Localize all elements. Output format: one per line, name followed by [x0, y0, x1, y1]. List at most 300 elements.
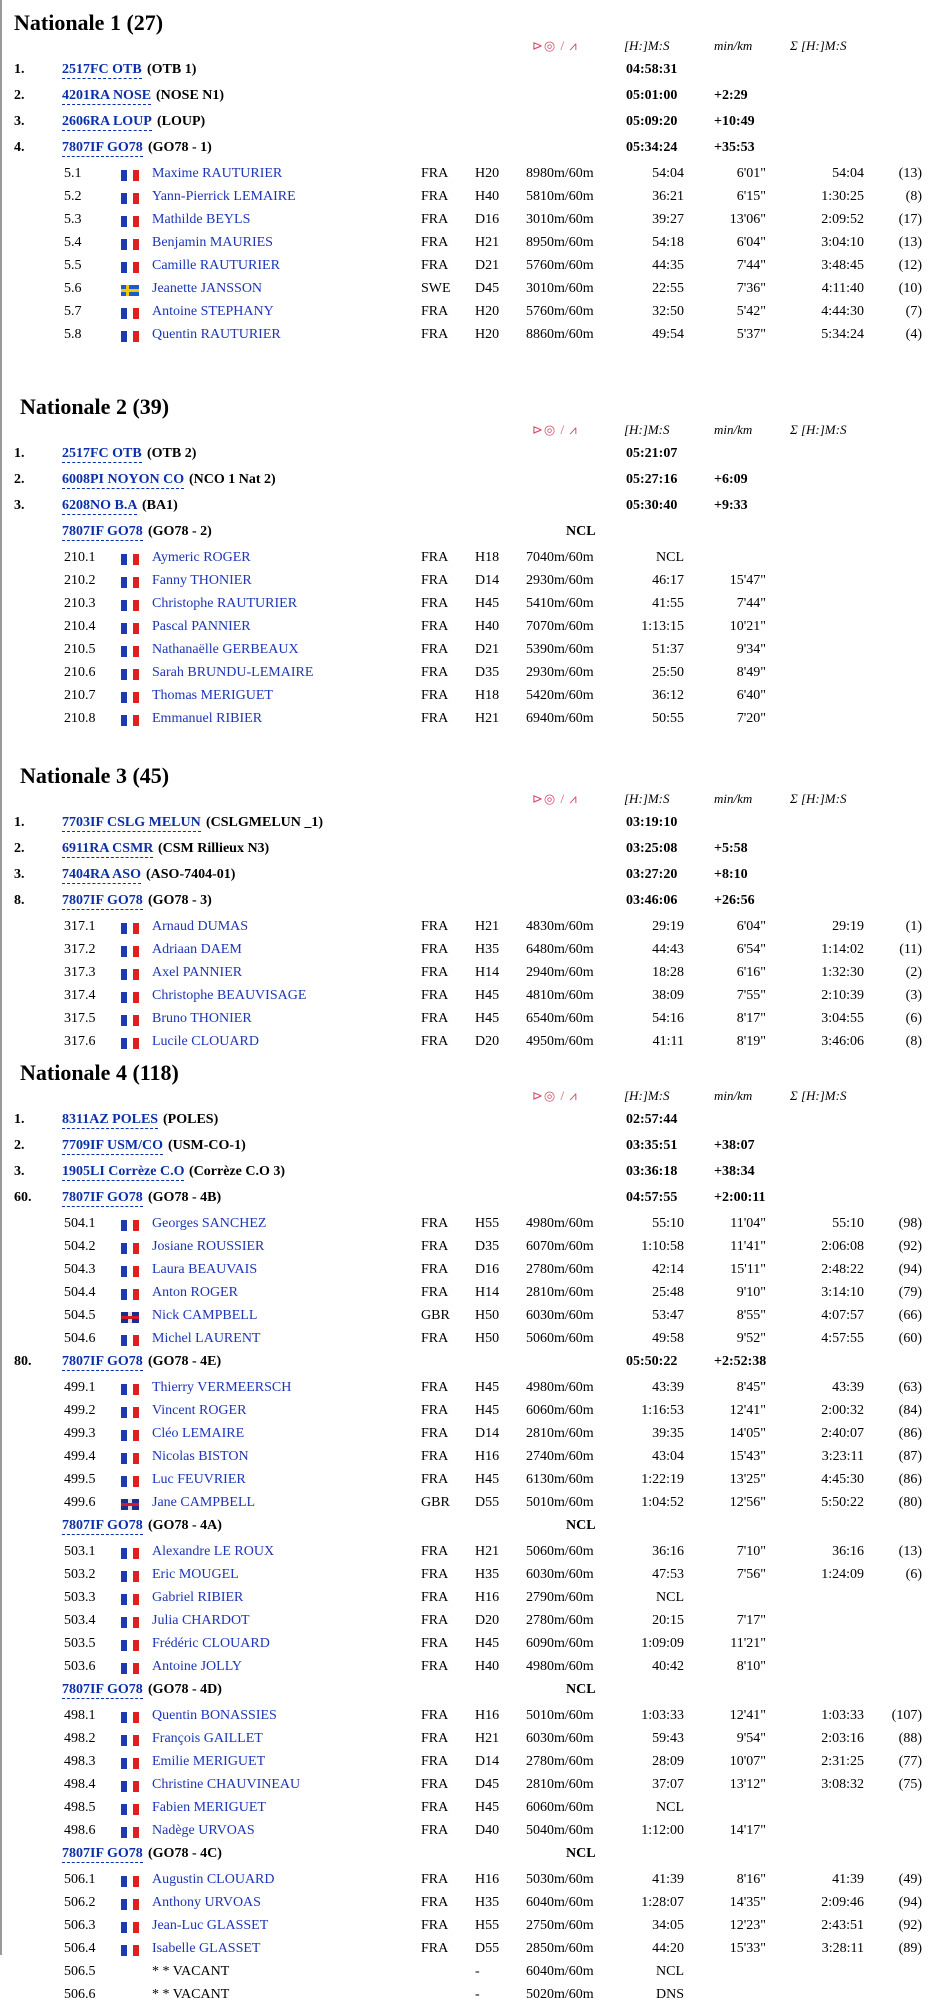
- flag-france-icon: [121, 216, 139, 227]
- team-club-link[interactable]: 6008PI NOYON CO: [62, 472, 185, 487]
- runner-cumulative-time: 2:06:08: [821, 1239, 864, 1254]
- runner-cumulative-time: 2:09:52: [821, 212, 864, 227]
- runner-nationality: FRA: [421, 1708, 449, 1723]
- runner-name: Quentin RAUTURIER: [152, 327, 281, 342]
- runner-row: [0, 571, 950, 593]
- runner-cumulative-time: 2:10:39: [821, 988, 864, 1003]
- runner-nationality: FRA: [421, 1800, 449, 1815]
- runner-cumulative-time: 29:19: [832, 919, 864, 934]
- runner-name: Nathanaëlle GERBEAUX: [152, 642, 299, 657]
- team-club-link[interactable]: 7807IF GO78: [62, 1682, 143, 1697]
- runner-time: NCL: [656, 550, 684, 565]
- team-name: (OTB 2): [147, 446, 197, 461]
- runner-distance: 7040m/60m: [526, 550, 594, 565]
- runner-position: (8): [905, 189, 922, 204]
- runner-name: Isabelle GLASSET: [152, 1941, 261, 1956]
- runner-category: D16: [475, 1262, 500, 1277]
- runner-leg-number: 506.5: [64, 1964, 96, 1979]
- runner-row: [0, 279, 950, 301]
- runner-distance: 6480m/60m: [526, 942, 594, 957]
- runner-pace: 8'45": [736, 1380, 766, 1395]
- runner-name: Nicolas BISTON: [152, 1449, 249, 1464]
- runner-position: (13): [898, 1544, 922, 1559]
- runner-nationality: FRA: [421, 1034, 449, 1049]
- team-name: (BA1): [142, 498, 178, 513]
- runner-row: [0, 1706, 950, 1728]
- runner-nationality: FRA: [421, 1216, 449, 1231]
- team-club-link[interactable]: 6208NO B.A: [62, 498, 138, 513]
- runner-name: Yann-Pierrick LEMAIRE: [152, 189, 296, 204]
- team-name: (GO78 - 4D): [148, 1682, 222, 1697]
- runner-position: (79): [898, 1285, 922, 1300]
- runner-cumulative-time: 2:43:51: [821, 1918, 864, 1933]
- runner-nationality: FRA: [421, 1544, 449, 1559]
- team-club-link[interactable]: 2606RA LOUP: [62, 114, 152, 129]
- runner-nationality: FRA: [421, 189, 449, 204]
- runner-pace: 8'17": [736, 1011, 766, 1026]
- runner-position: (1): [905, 919, 922, 934]
- runner-time: 36:12: [652, 688, 684, 703]
- runner-row: [0, 1447, 950, 1469]
- runner-position: (8): [905, 1034, 922, 1049]
- team-rank: 8.: [14, 893, 25, 908]
- flag-france-icon: [121, 1663, 139, 1674]
- team-club-link[interactable]: 7807IF GO78: [62, 1190, 143, 1205]
- runner-leg-number: 498.2: [64, 1731, 96, 1746]
- flag-france-icon: [121, 1384, 139, 1395]
- runner-category: D40: [475, 1823, 500, 1838]
- team-club-link[interactable]: 7807IF GO78: [62, 1354, 143, 1369]
- runner-category: H45: [475, 1800, 500, 1815]
- runner-leg-number: 210.6: [64, 665, 96, 680]
- team-name: (LOUP): [157, 114, 206, 129]
- team-name: (GO78 - 3): [148, 893, 212, 908]
- runner-nationality: FRA: [421, 596, 449, 611]
- runner-category: H16: [475, 1590, 500, 1605]
- runner-time: 32:50: [652, 304, 684, 319]
- team-rank: 1.: [14, 1112, 25, 1127]
- runner-category: H16: [475, 1449, 500, 1464]
- section-title: Nationale 3 (45): [20, 763, 170, 788]
- runner-pace: 7'44": [736, 258, 766, 273]
- team-club-link[interactable]: 2517FC OTB: [62, 62, 142, 77]
- runner-name: Michel LAURENT: [152, 1331, 261, 1346]
- runner-category: D20: [475, 1613, 500, 1628]
- runner-category: H50: [475, 1308, 500, 1323]
- team-rank: 2.: [14, 1138, 25, 1153]
- runner-nationality: FRA: [421, 1449, 449, 1464]
- runner-distance: 2850m/60m: [526, 1941, 594, 1956]
- runner-row: [0, 1401, 950, 1423]
- team-row: [0, 1352, 950, 1374]
- team-time: 03:36:18: [626, 1164, 678, 1179]
- team-time-diff: +8:10: [714, 867, 748, 882]
- runner-name: Pascal PANNIER: [152, 619, 251, 634]
- runner-cumulative-time: 2:48:22: [821, 1262, 864, 1277]
- team-club-link[interactable]: 7807IF GO78: [62, 140, 143, 155]
- runner-distance: 2740m/60m: [526, 1449, 594, 1464]
- runner-name: Maxime RAUTURIER: [152, 166, 283, 181]
- runner-leg-number: 498.6: [64, 1823, 96, 1838]
- runner-name: Adriaan DAEM: [152, 942, 242, 957]
- runner-pace: 10'07": [729, 1754, 766, 1769]
- team-time: 03:27:20: [626, 867, 678, 882]
- runner-nationality: FRA: [421, 688, 449, 703]
- runner-leg-number: 504.6: [64, 1331, 96, 1346]
- runner-time: 51:37: [652, 642, 684, 657]
- team-time: 03:19:10: [626, 815, 678, 830]
- flag-france-icon: [121, 969, 139, 980]
- runner-cumulative-time: 2:09:46: [821, 1895, 864, 1910]
- runner-distance: 5060m/60m: [526, 1331, 594, 1346]
- runner-time: 39:35: [652, 1426, 684, 1441]
- runner-position: (77): [898, 1754, 922, 1769]
- team-club-link[interactable]: 7807IF GO78: [62, 1518, 143, 1533]
- flag-france-icon: [121, 946, 139, 957]
- runner-leg-number: 506.2: [64, 1895, 96, 1910]
- team-club-link[interactable]: 7807IF GO78: [62, 1846, 143, 1861]
- flag-france-icon: [121, 1640, 139, 1651]
- runner-position: (80): [898, 1495, 922, 1510]
- runner-time: 1:10:58: [641, 1239, 684, 1254]
- runner-leg-number: 506.3: [64, 1918, 96, 1933]
- team-rank: 3.: [14, 114, 25, 129]
- runner-leg-number: 210.5: [64, 642, 96, 657]
- runner-name: Thierry VERMEERSCH: [152, 1380, 292, 1395]
- team-row: [0, 496, 950, 518]
- runner-position: (7): [905, 304, 922, 319]
- flag-france-icon: [121, 1617, 139, 1628]
- runner-distance: 5760m/60m: [526, 304, 594, 319]
- team-time: 05:01:00: [626, 88, 678, 103]
- runner-category: H45: [475, 988, 500, 1003]
- header-time: [H:]M:S: [624, 38, 670, 53]
- runner-name: Lucile CLOUARD: [152, 1034, 259, 1049]
- runner-name: Arnaud DUMAS: [152, 919, 249, 934]
- runner-nationality: FRA: [421, 942, 449, 957]
- flag-france-icon: [121, 1476, 139, 1487]
- runner-leg-number: 5.7: [64, 304, 82, 319]
- runner-row: [0, 325, 950, 347]
- runner-time: 54:18: [652, 235, 684, 250]
- runner-leg-number: 499.4: [64, 1449, 96, 1464]
- runner-time: NCL: [656, 1590, 684, 1605]
- runner-time: 55:10: [652, 1216, 684, 1231]
- team-club-link[interactable]: 7709IF USM/CO: [62, 1138, 163, 1153]
- runner-pace: 6'04": [736, 235, 766, 250]
- runner-leg-number: 498.3: [64, 1754, 96, 1769]
- runner-name: Frédéric CLOUARD: [152, 1636, 270, 1651]
- runner-leg-number: 210.3: [64, 596, 96, 611]
- runner-category: D20: [475, 1034, 500, 1049]
- runner-nationality: FRA: [421, 1731, 449, 1746]
- runner-name: Antoine STEPHANY: [152, 304, 274, 319]
- runner-category: H35: [475, 1895, 500, 1910]
- runner-position: (6): [905, 1011, 922, 1026]
- runner-distance: 4950m/60m: [526, 1034, 594, 1049]
- runner-leg-number: 210.1: [64, 550, 96, 565]
- flag-france-icon: [121, 1571, 139, 1582]
- runner-name: Vincent ROGER: [152, 1403, 247, 1418]
- runner-nationality: FRA: [421, 1918, 449, 1933]
- flag-france-icon: [121, 1266, 139, 1277]
- header-pace: min/km: [714, 422, 753, 437]
- team-time: 05:27:16: [626, 472, 678, 487]
- runner-time: 39:27: [652, 212, 684, 227]
- team-time: 02:57:44: [626, 1112, 678, 1127]
- runner-position: (17): [898, 212, 922, 227]
- runner-cumulative-time: 1:03:33: [821, 1708, 864, 1723]
- runner-time: 49:54: [652, 327, 684, 342]
- runner-leg-number: 504.3: [64, 1262, 96, 1277]
- flag-france-icon: [121, 308, 139, 319]
- runner-nationality: FRA: [421, 550, 449, 565]
- team-row: [0, 522, 950, 544]
- runner-leg-number: 503.5: [64, 1636, 96, 1651]
- runner-leg-number: 499.3: [64, 1426, 96, 1441]
- runner-cumulative-time: 43:39: [832, 1380, 864, 1395]
- team-row: [0, 1188, 950, 1210]
- runner-leg-number: 503.6: [64, 1659, 96, 1674]
- runner-pace: 14'35": [729, 1895, 766, 1910]
- runner-distance: 4980m/60m: [526, 1216, 594, 1231]
- team-time: 04:58:31: [626, 62, 678, 77]
- runner-category: H14: [475, 965, 500, 980]
- runner-leg-number: 317.4: [64, 988, 96, 1003]
- runner-nationality: FRA: [421, 1567, 449, 1582]
- team-row: [0, 444, 950, 466]
- runner-distance: 2750m/60m: [526, 1918, 594, 1933]
- flag-france-icon: [121, 577, 139, 588]
- team-row: [0, 112, 950, 134]
- runner-pace: 11'21": [730, 1636, 766, 1651]
- runner-name: Jeanette JANSSON: [152, 281, 263, 296]
- runner-distance: 2790m/60m: [526, 1590, 594, 1605]
- runner-name: Benjamin MAURIES: [152, 235, 273, 250]
- team-time-diff: +10:49: [714, 114, 755, 129]
- runner-time: 1:04:52: [641, 1495, 684, 1510]
- runner-pace: 6'40": [736, 688, 766, 703]
- runner-time: 36:16: [652, 1544, 684, 1559]
- runner-row: [0, 940, 950, 962]
- runner-cumulative-time: 36:16: [832, 1544, 864, 1559]
- team-time-diff: +35:53: [714, 140, 755, 155]
- runner-distance: 7070m/60m: [526, 619, 594, 634]
- runner-leg-number: 5.5: [64, 258, 82, 273]
- team-club-link[interactable]: 7404RA ASO: [62, 867, 141, 882]
- runner-name: Anthony URVOAS: [152, 1895, 261, 1910]
- map-legend-icon: ⊳◎ / ⩘: [532, 1088, 578, 1103]
- header-time: [H:]M:S: [624, 791, 670, 806]
- flag-france-icon: [121, 1712, 139, 1723]
- team-row: [0, 1680, 950, 1702]
- runner-row: [0, 1752, 950, 1774]
- team-status: NCL: [566, 1682, 596, 1697]
- runner-name: Mathilde BEYLS: [152, 212, 251, 227]
- runner-name: Thomas MERIGUET: [152, 688, 273, 703]
- runner-row: [0, 164, 950, 186]
- runner-nationality: GBR: [421, 1495, 450, 1510]
- team-status: NCL: [566, 524, 596, 539]
- flag-france-icon: [121, 623, 139, 634]
- runner-nationality: FRA: [421, 166, 449, 181]
- runner-time: 41:11: [652, 1034, 684, 1049]
- header-pace: min/km: [714, 791, 753, 806]
- team-name: (CSLGMELUN _1): [206, 815, 324, 830]
- runner-position: (86): [898, 1426, 922, 1441]
- runner-nationality: FRA: [421, 619, 449, 634]
- runner-cumulative-time: 2:03:16: [821, 1731, 864, 1746]
- runner-pace: 7'55": [736, 988, 766, 1003]
- runner-time: 44:35: [652, 258, 684, 273]
- runner-time: DNS: [655, 1987, 684, 2002]
- map-legend-icon: ⊳◎ / ⩘: [532, 791, 578, 806]
- team-club-link[interactable]: 8311AZ POLES: [62, 1112, 159, 1127]
- runner-leg-number: 317.3: [64, 965, 96, 980]
- team-name: (NCO 1 Nat 2): [189, 472, 276, 487]
- runner-time: 29:19: [652, 919, 684, 934]
- runner-cumulative-time: 4:44:30: [821, 304, 864, 319]
- team-name: (GO78 - 4E): [148, 1354, 222, 1369]
- runner-category: D55: [475, 1495, 500, 1510]
- runner-distance: 2780m/60m: [526, 1754, 594, 1769]
- runner-time: 38:09: [652, 988, 684, 1003]
- runner-pace: 7'44": [736, 596, 766, 611]
- flag-france-icon: [121, 1758, 139, 1769]
- team-time: 03:46:06: [626, 893, 678, 908]
- flag-france-icon: [121, 646, 139, 657]
- runner-leg-number: 5.1: [64, 166, 82, 181]
- runner-distance: 5010m/60m: [526, 1708, 594, 1723]
- runner-leg-number: 503.4: [64, 1613, 96, 1628]
- runner-distance: 2780m/60m: [526, 1262, 594, 1277]
- flag-france-icon: [121, 992, 139, 1003]
- team-club-link[interactable]: 7807IF GO78: [62, 524, 143, 539]
- team-name: (GO78 - 2): [148, 524, 212, 539]
- flag-france-icon: [121, 1220, 139, 1231]
- team-club-link[interactable]: 1905LI Corrèze C.O: [62, 1164, 185, 1179]
- runner-row: [0, 1283, 950, 1305]
- runner-nationality: FRA: [421, 1754, 449, 1769]
- runner-nationality: FRA: [421, 1403, 449, 1418]
- runner-name: Quentin BONASSIES: [152, 1708, 277, 1723]
- runner-row: [0, 1962, 950, 1984]
- team-rank: 2.: [14, 88, 25, 103]
- runner-cumulative-time: 5:34:24: [821, 327, 864, 342]
- team-row: [0, 138, 950, 160]
- runner-leg-number: 317.6: [64, 1034, 96, 1049]
- runner-nationality: FRA: [421, 212, 449, 227]
- runner-time: 41:55: [652, 596, 684, 611]
- runner-distance: 5010m/60m: [526, 1495, 594, 1510]
- runner-nationality: FRA: [421, 1872, 449, 1887]
- runner-cumulative-time: 3:08:32: [821, 1777, 864, 1792]
- runner-position: (4): [905, 327, 922, 342]
- runner-pace: 9'10": [736, 1285, 766, 1300]
- map-legend-icon: ⊳◎ / ⩘: [532, 422, 578, 437]
- team-time-diff: +6:09: [714, 472, 748, 487]
- runner-pace: 6'15": [736, 189, 766, 204]
- team-row: [0, 891, 950, 913]
- runner-nationality: FRA: [421, 1262, 449, 1277]
- runner-distance: 6070m/60m: [526, 1239, 594, 1254]
- flag-france-icon: [121, 692, 139, 703]
- runner-cumulative-time: 5:50:22: [821, 1495, 864, 1510]
- runner-leg-number: 317.5: [64, 1011, 96, 1026]
- runner-row: [0, 1493, 950, 1515]
- runner-category: H50: [475, 1331, 500, 1346]
- runner-row: [0, 1306, 950, 1328]
- runner-name: Christine CHAUVINEAU: [152, 1777, 301, 1792]
- runner-name: Camille RAUTURIER: [152, 258, 280, 273]
- runner-position: (87): [898, 1449, 922, 1464]
- team-club-link[interactable]: 6911RA CSMR: [62, 841, 154, 856]
- flag-france-icon: [121, 1781, 139, 1792]
- flag-france-icon: [121, 1594, 139, 1605]
- runner-name: Emmanuel RIBIER: [152, 711, 263, 726]
- runner-position: (92): [898, 1918, 922, 1933]
- runner-time: 54:16: [652, 1011, 684, 1026]
- runner-category: H45: [475, 1472, 500, 1487]
- runner-position: (11): [899, 942, 922, 957]
- runner-category: -: [475, 1987, 480, 2002]
- runner-pace: 8'19": [736, 1034, 766, 1049]
- runner-name: Julia CHARDOT: [152, 1613, 250, 1628]
- runner-category: D45: [475, 281, 500, 296]
- runner-pace: 12'23": [729, 1918, 766, 1933]
- runner-leg-number: 210.7: [64, 688, 96, 703]
- team-time-diff: +2:29: [714, 88, 748, 103]
- runner-nationality: FRA: [421, 1380, 449, 1395]
- team-club-link[interactable]: 7807IF GO78: [62, 893, 143, 908]
- team-club-link[interactable]: 7703IF CSLG MELUN: [62, 815, 201, 830]
- runner-nationality: FRA: [421, 965, 449, 980]
- runner-position: (6): [905, 1567, 922, 1582]
- team-name: (GO78 - 1): [148, 140, 212, 155]
- runner-time: 40:42: [652, 1659, 684, 1674]
- runner-cumulative-time: 4:57:55: [821, 1331, 864, 1346]
- runner-time: 1:16:53: [641, 1403, 684, 1418]
- runner-time: 41:39: [652, 1872, 684, 1887]
- runner-distance: 5810m/60m: [526, 189, 594, 204]
- runner-pace: 14'05": [729, 1426, 766, 1441]
- runner-row: [0, 1378, 950, 1400]
- runner-name: Antoine JOLLY: [152, 1659, 242, 1674]
- team-status: NCL: [566, 1518, 596, 1533]
- runner-name: Christophe RAUTURIER: [152, 596, 298, 611]
- team-time-diff: +2:00:11: [714, 1190, 766, 1205]
- runner-distance: 6040m/60m: [526, 1895, 594, 1910]
- runner-category: H40: [475, 189, 500, 204]
- runner-category: H40: [475, 1659, 500, 1674]
- runner-nationality: FRA: [421, 235, 449, 250]
- team-time: 03:25:08: [626, 841, 678, 856]
- team-name: (NOSE N1): [156, 88, 225, 103]
- runner-row: [0, 1893, 950, 1915]
- runner-category: H55: [475, 1918, 500, 1933]
- runner-distance: 5040m/60m: [526, 1823, 594, 1838]
- team-club-link[interactable]: 2517FC OTB: [62, 446, 142, 461]
- runner-distance: 6540m/60m: [526, 1011, 594, 1026]
- runner-distance: 4810m/60m: [526, 988, 594, 1003]
- flag-france-icon: [121, 262, 139, 273]
- runner-cumulative-time: 55:10: [832, 1216, 864, 1231]
- team-rank: 3.: [14, 1164, 25, 1179]
- runner-nationality: FRA: [421, 1239, 449, 1254]
- team-row: [0, 1844, 950, 1866]
- runner-name: Fabien MERIGUET: [152, 1800, 266, 1815]
- team-club-link[interactable]: 4201RA NOSE: [62, 88, 152, 103]
